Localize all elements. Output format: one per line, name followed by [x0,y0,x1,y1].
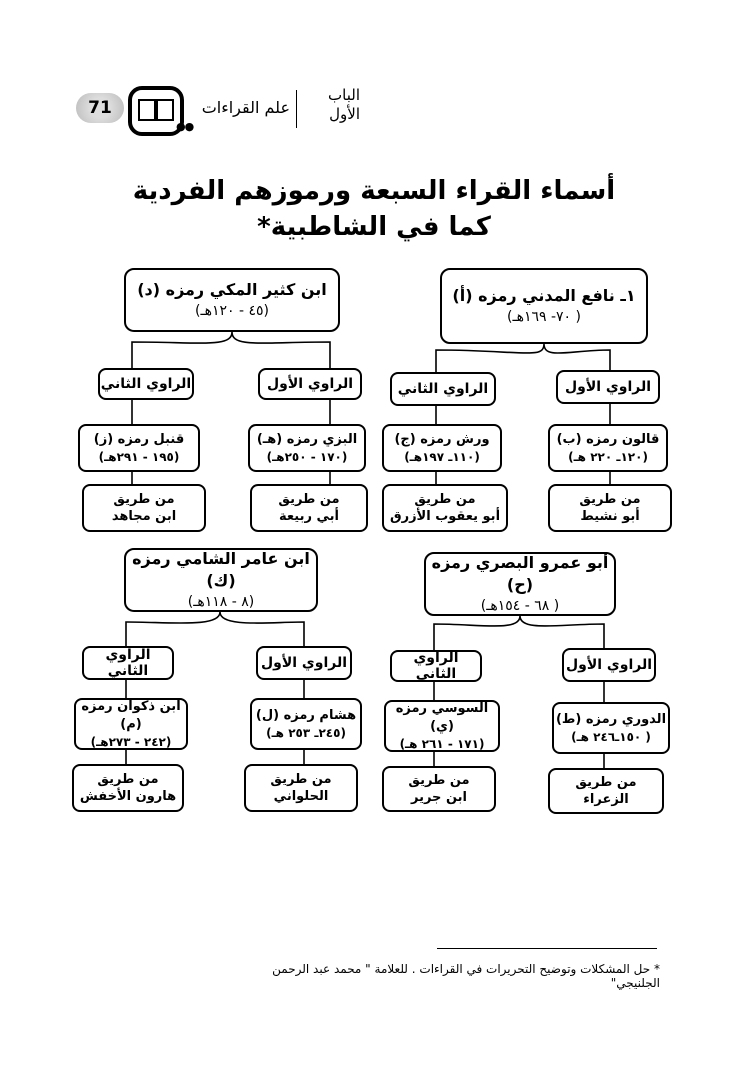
way-name: الحلواني [273,789,329,804]
way-label: من طريق [579,492,641,507]
dots-decoration: ●● [176,120,194,133]
reader-box-ibn-kathir [124,268,340,332]
way-box-abu-nashit [548,484,672,532]
narrator-name: ورش رمزه (ج) [394,432,490,447]
reader-box-abu-amr [424,552,616,616]
reader-years: ( ٧٠- ١٦٩هـ) [507,309,581,325]
rawi-label-first: الراوي الأول [556,370,660,404]
narrator-years: (١٩٥ - ٢٩١هـ) [98,450,180,464]
narrator-years: (٢٤٢ - ٢٧٣هـ) [90,735,172,749]
rawi-label-first: الراوي الأول [562,648,656,682]
chapter-line2: الأول [329,105,360,123]
reader-years: (٨ - ١١٨هـ) [187,594,255,610]
narrator-years: (١٢٠ـ ٢٢٠ هـ) [568,450,648,464]
way-label: من طريق [113,492,175,507]
way-name: أبي ربيعة [279,509,339,524]
way-box-hulwani [244,764,358,812]
way-box-ibn-jarir [382,766,496,812]
narrator-box-warsh [382,424,502,472]
page-title-line2: كما في الشاطبية* [257,212,491,242]
narrator-years: (١١٠ـ ١٩٧هـ) [404,450,480,464]
reader-years: ( ٦٨ - ١٥٤هـ) [480,598,560,614]
narrator-box-ibn-dhakwan [74,698,188,750]
narrator-years: (١٧١ - ٢٦١ هـ) [399,737,485,751]
reader-name: ابن كثير المكي رمزه (د) [137,280,327,299]
narrator-box-qalun [548,424,668,472]
way-box-ibn-mujahid [82,484,206,532]
section-title: علم القراءات [201,98,290,117]
rawi-label-first: الراوي الأول [256,646,352,680]
footnote: * حل المشكلات وتوضيح التحريرات في القراءات . للعلامة " محمد عبد الرحمن الجلنيجي" [272,962,660,990]
narrator-name: الدوري رمزه (ط) [555,712,667,727]
way-label: من طريق [278,492,340,507]
narrator-name: ابن ذكوان رمزه (م) [81,699,181,732]
way-label: من طريق [270,772,332,787]
way-box-zaara [548,768,664,814]
way-name: ابن مجاهد [111,509,177,524]
narrator-box-hisham [250,698,362,750]
way-box-al-azraq [382,484,508,532]
narrator-box-bazzi [248,424,366,472]
reader-years: (٤٥ - ١٢٠هـ) [195,303,269,319]
narrator-years: (٢٤٥ـ ٢٥٣ هـ) [266,726,346,740]
reader-box-nafi [440,268,648,344]
narrator-name: قالون رمزه (ب) [556,432,660,447]
narrator-years: (١٧٠ - ٢٥٠هـ) [266,450,348,464]
narrator-box-qunbul [78,424,200,472]
narrator-box-susi [384,700,500,752]
page-number: 71 [76,93,124,123]
narrator-name: السوسي رمزه (ي) [395,701,489,734]
rawi-label-second: الراوي الثاني [82,646,174,680]
rawi-label-second: الراوي الثاني [390,372,496,406]
page-title-line1: أسماء القراء السبعة ورموزهم الفردية [132,176,616,206]
way-name: أبو يعقوب الأزرق [389,509,501,524]
rawi-label-second: الراوي الثاني [98,368,194,400]
narrator-name: قنبل رمزه (ز) [93,432,185,447]
chapter-line1: الباب [328,86,360,104]
way-label: من طريق [575,775,637,790]
rawi-label-second: الراوي الثاني [390,650,482,682]
footnote-divider [437,948,657,949]
rawi-label-first: الراوي الأول [258,368,362,400]
narrator-box-duri [552,702,670,754]
way-name: الزعراء [583,792,629,807]
way-box-harun-akhfash [72,764,184,812]
way-name: هارون الأخفش [79,789,177,804]
reader-name: أبو عمرو البصري رمزه (ح) [431,553,609,594]
narrator-name: هشام رمزه (ل) [255,708,357,723]
reader-name: ١ـ نافع المدني رمزه (أ) [452,286,636,305]
reader-box-ibn-amir [124,548,318,612]
way-name: أبو نشيط [580,509,640,524]
reader-name: ابن عامر الشامي رمزه (ك) [132,549,310,590]
way-name: ابن جرير [411,790,467,805]
way-label: من طريق [414,492,476,507]
way-label: من طريق [408,773,470,788]
narrator-name: البزي رمزه (هـ) [256,432,358,447]
way-box-abi-rabia [250,484,368,532]
narrator-years: ( ١٥٠ـ٢٤٦ هـ) [571,730,651,744]
way-label: من طريق [97,772,159,787]
